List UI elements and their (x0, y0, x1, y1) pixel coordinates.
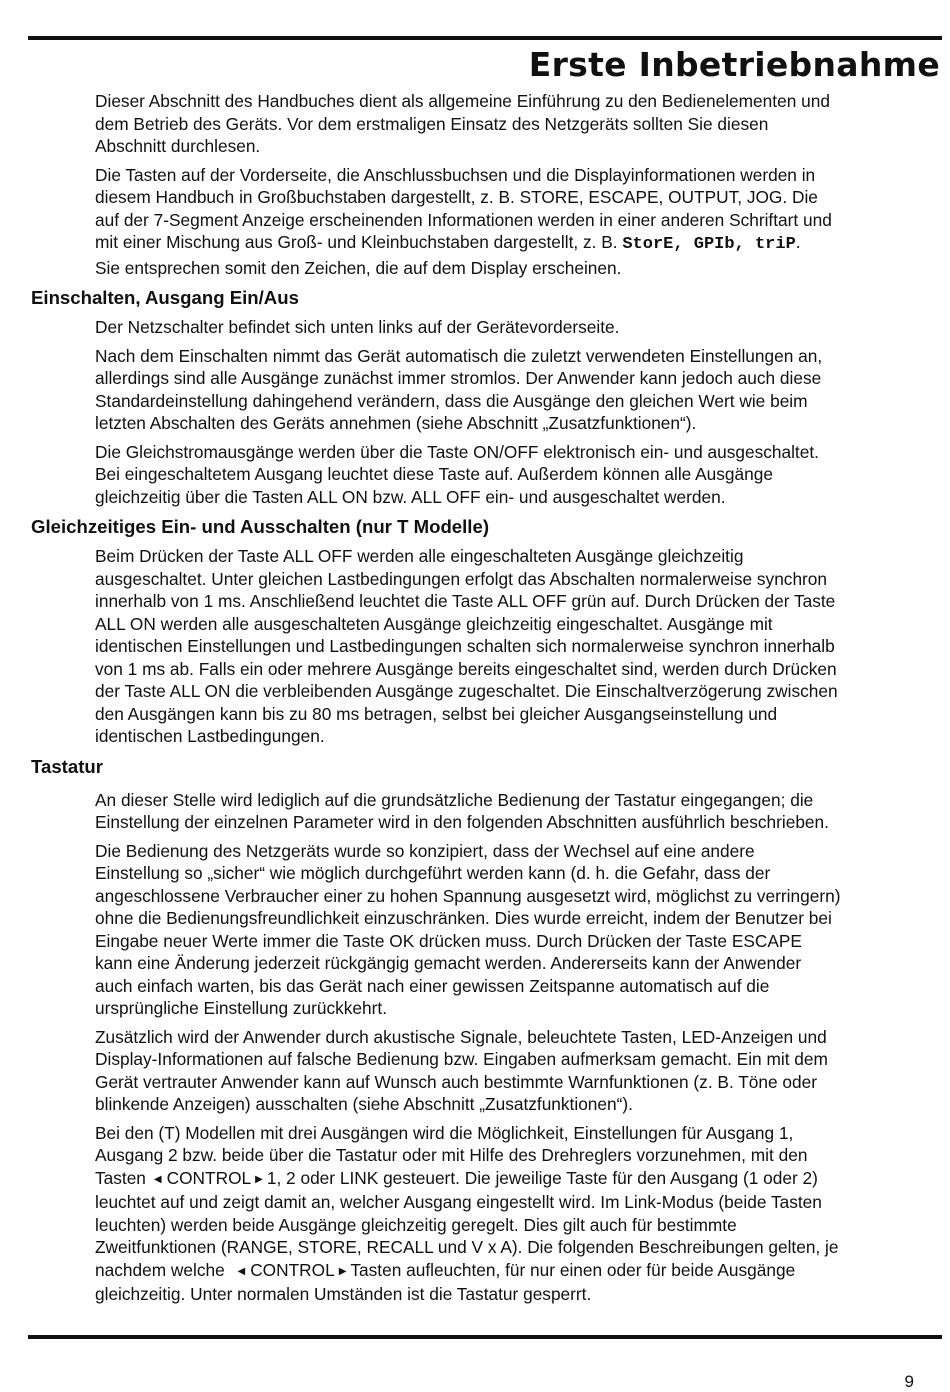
simultaneous-paragraph-1: Beim Drücken der Taste ALL OFF werden alle eingeschalteten Ausgänge gleichzeitig ausgeschaltet. Unter gleichen Lastbedingungen erfolgt das Abschalten normalerweise synchron innerhalb von 1 ms. Anschließend leuchtet die Taste ALL OFF grün auf. Durch Drücken der Taste ALL ON werden alle ausgeschalteten Ausgänge gleichzeitig eingeschaltet. Ausgänge mit identischen Einstellungen und Lastbedingungen schalten sich normalerweise synchron innerhalb von 1 ms ab. Falls ein oder mehrere Ausgänge bereits eingeschaltet sind, werden durch Drücken der Taste ALL ON die verbleibenden Ausgänge zugeschaltet. Die Einschaltverzögerung zwischen den Ausgängen kann bis zu 80 ms betragen, selbst bei gleicher Ausgangseinstellung und identischen Lastbedingungen. (95, 546, 838, 746)
right-arrow-icon: ▶ (255, 1173, 263, 1185)
control-key-label: CONTROL (250, 1259, 335, 1280)
keyboard-text-c: Tasten aufleuchten, für nur einen oder für beide Ausgänge gleichzeitig. Unter normalen Umständen ist die Tastatur gesperrt. (95, 1259, 796, 1304)
section-heading-keyboard: Tastatur (31, 755, 103, 777)
page-content (0, 90, 950, 1312)
left-arrow-icon: ◀ (237, 1265, 246, 1277)
bottom-rule (28, 1335, 942, 1339)
power-paragraph-2: Nach dem Einschalten nimmt das Gerät automatisch die zuletzt verwendeten Einstellungen an, allerdings sind alle Ausgänge zunächst immer stromlos. Der Anwender kann jedoch auch diese Standardeinstellung dahingehend verändern, dass die Ausgänge den gleichen Wert wie beim letzten Abschalten des Geräts annehmen (siehe Abschnitt „Zusatzfunktionen“). (95, 345, 823, 433)
intro-text-before: Die Tasten auf der Vorderseite, die Anschlussbuchsen und die Displayinformationen werden in diesem Handbuch in Großbuchstaben dargestellt, z. B. STORE, ESCAPE, OUTPUT, JOG. Die auf der 7-Segment Anzeige erscheinenden Informationen werden in einer anderen Schriftart und mit einer Mischung aus Groß- und Kleinbuchstaben dargestellt, z. B. (95, 164, 832, 252)
left-arrow-icon: ◀ (153, 1173, 162, 1185)
power-paragraph-1: Der Netzschalter befindet sich unten links auf der Gerätevorderseite. (95, 317, 620, 337)
keyboard-paragraph-3: Zusätzlich wird der Anwender durch akustische Signale, beleuchtete Tasten, LED-Anzeigen und Display-Informationen auf falsche Bedienung bzw. Eingaben aufmerksam gemacht. Ein mit dem Gerät vertrauter Anwender kann auf Wunsch auch bestimmte Warnfunktionen (z. B. Töne oder blinkende Anzeigen) ausschalten (siehe Abschnitt „Zusatzfunktionen“). (95, 1026, 828, 1114)
keyboard-paragraph-4 (95, 1122, 941, 1306)
keyboard-text-a: Bei den (T) Modellen mit drei Ausgängen wird die Möglichkeit, Einstellungen für Ausgang 1, Ausgang 2 bzw. beide über die Tastatur oder mit Hilfe des Drehreglers vorzunehmen, mit den Tasten (95, 1122, 808, 1188)
page-title: Erste Inbetriebnahme (528, 45, 940, 84)
power-paragraph-3: Die Gleichstromausgänge werden über die Taste ON/OFF elektronisch ein- und ausgeschaltet. Bei eingeschaltetem Ausgang leuchtet diese Taste auf. Außerdem können alle Ausgänge gleichzeitig über die Tasten ALL ON bzw. ALL OFF ein- und ausgeschaltet werden. (95, 441, 819, 507)
top-rule (28, 36, 942, 40)
keyboard-paragraph-2: Die Bedienung des Netzgeräts wurde so konzipiert, dass der Wechsel auf eine andere Einstellung so „sicher“ wie möglich durchgeführt werden kann (d. h. die Gefahr, dass der angeschlossene Verbraucher einer zu hohen Spannung ausgesetzt wird, möglichst zu verringern) ohne die Bedienungsfreundlichkeit einzuschränken. Dies wurde erreicht, indem der Benutzer bei Eingabe neuer Werte immer die Taste OK drücken muss. Durch Drücken der Taste ESCAPE kann eine Änderung jederzeit rückgängig gemacht werden. Andererseits kann der Anwender auch einfach warten, bis das Gerät nach einer gewissen Zeitspanne automatisch auf die ursprüngliche Einstellung zurückkehrt. (95, 840, 841, 1018)
section-heading-simultaneous: Gleichzeitiges Ein- und Ausschalten (nur T Modelle) (31, 516, 490, 537)
display-characters-example: StorE, GPIb, triP (622, 235, 796, 254)
intro-text-after: . Sie entsprechen somit den Zeichen, die auf dem Display erscheinen. (95, 232, 801, 278)
keyboard-text-b: 1, 2 oder LINK gesteuert. Die jeweilige Taste für den Ausgang (1 oder 2) leuchtet auf und zeigt damit an, welcher Ausgang eingestellt wird. Im Link-Modus (beide Tasten leuchten) werden beide Ausgänge gleichzeitig geregelt. Dies gilt auch für bestimmte Zweitfunktionen (RANGE, STORE, RECALL und V x A). Die folgenden Beschreibungen gelten, je nachdem welche (95, 1167, 839, 1280)
section-heading-power: Einschalten, Ausgang Ein/Aus (31, 287, 299, 308)
page-number: 9 (904, 1372, 914, 1391)
intro-paragraph-2 (95, 164, 941, 280)
keyboard-paragraph-1: An dieser Stelle wird lediglich auf die grundsätzliche Bedienung der Tastatur eingegangen; die Einstellung der einzelnen Parameter wird in den folgenden Abschnitten ausführlich beschrieben. (95, 789, 829, 832)
right-arrow-icon: ▶ (338, 1265, 347, 1277)
intro-paragraph-1: Dieser Abschnitt des Handbuches dient als allgemeine Einführung zu den Bedienelementen und dem Betrieb des Geräts. Vor dem erstmaligen Einsatz des Netzgeräts sollten Sie diesen Abschnitt durchlesen. (95, 91, 830, 156)
control-key-label: CONTROL (166, 1167, 252, 1188)
